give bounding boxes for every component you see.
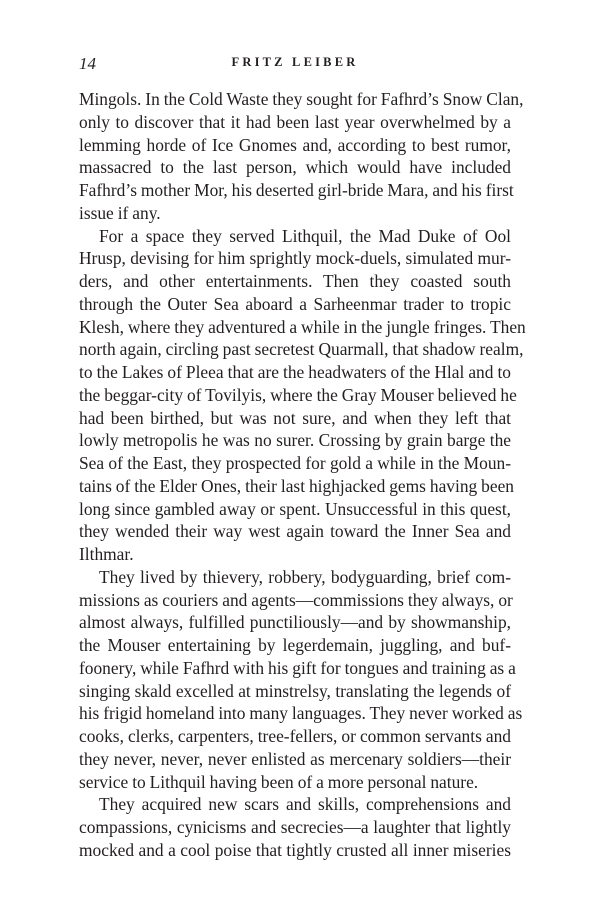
text-line: through the Outer Sea aboard a Sarheenmar trader to tropic <box>79 293 511 314</box>
paragraph <box>79 225 526 566</box>
text-line: Klesh, where they adventured a while in the jungle fringes. Then <box>79 316 526 337</box>
text-line: they wended their way west again toward the Inner Sea and <box>79 521 511 542</box>
text-line: they never, never, never enlisted as mercenary soldiers—their <box>79 748 511 769</box>
text-line: issue if any. <box>79 202 161 223</box>
text-line: foonery, while Fafhrd with his gift for tongues and training as a <box>79 657 516 678</box>
paragraph <box>79 793 511 861</box>
text-line: had been birthed, but was not sure, and when they left that <box>79 407 511 428</box>
text-line: singing skald excelled at minstrelsy, translating the legends of <box>79 680 511 701</box>
paragraph <box>79 88 524 225</box>
text-line: lowly metropolis he was no surer. Crossing by grain barge the <box>79 430 511 451</box>
body-text <box>79 88 526 862</box>
text-line: compassions, cynicisms and secrecies—a laughter that lightly <box>79 817 511 837</box>
text-line: They lived by thievery, robbery, bodyguarding, brief com- <box>99 566 511 587</box>
text-line: Sea of the East, they prospected for gold a while in the Moun- <box>79 453 511 473</box>
text-line: Mingols. In the Cold Waste they sought for Fafhrd’s Snow Clan, <box>79 89 524 109</box>
text-line: mocked and a cool poise that tightly crusted all inner miseries <box>79 839 511 860</box>
text-line: almost always, fulfilled punctiliously—and by showmanship, <box>79 612 511 633</box>
text-line: Ilthmar. <box>79 544 134 564</box>
page-number: 14 <box>79 54 96 73</box>
text-line: For a space they served Lithquil, the Mad Duke of Ool <box>99 225 511 246</box>
text-line: service to Lithquil having been of a more personal nature. <box>79 771 479 792</box>
text-line: only to discover that it had been last year overwhelmed by a <box>79 111 511 132</box>
text-line: to the Lakes of Pleea that are the headwaters of the Hlal and to <box>79 362 511 382</box>
text-line: the Mouser entertaining by legerdemain, juggling, and buf- <box>79 635 511 655</box>
text-line: tains of the Elder Ones, their last highjacked gems having been <box>79 475 514 496</box>
text-line: massacred to the last person, which would have included <box>79 157 511 178</box>
text-line: the beggar-city of Tovilyis, where the Gray Mouser believed he <box>79 384 517 405</box>
text-line: cooks, clerks, carpenters, tree-fellers, or common servants and <box>79 726 511 746</box>
text-line: lemming horde of Ice Gnomes and, according to best rumor, <box>79 134 511 155</box>
text-line: They acquired new scars and skills, comprehensions and <box>99 794 511 815</box>
text-line: long since gambled away or spent. Unsuccessful in this quest, <box>79 498 511 519</box>
book-page <box>79 54 526 862</box>
text-line: ders, and other entertainments. Then they coasted south <box>79 271 511 291</box>
text-line: north again, circling past secretest Quarmall, that shadow realm, <box>79 339 524 360</box>
text-line: Hrusp, devising for him sprightly mock-duels, simulated mur- <box>79 248 511 269</box>
text-line: missions as couriers and agents—commissions they always, or <box>79 589 513 610</box>
paragraph <box>79 566 523 794</box>
text-line: Fafhrd’s mother Mor, his deserted girl-bride Mara, and his first <box>79 180 514 200</box>
text-line: his frigid homeland into many languages. They never worked as <box>79 703 523 724</box>
running-head <box>79 54 511 78</box>
running-title: FRITZ LEIBER <box>231 55 359 69</box>
